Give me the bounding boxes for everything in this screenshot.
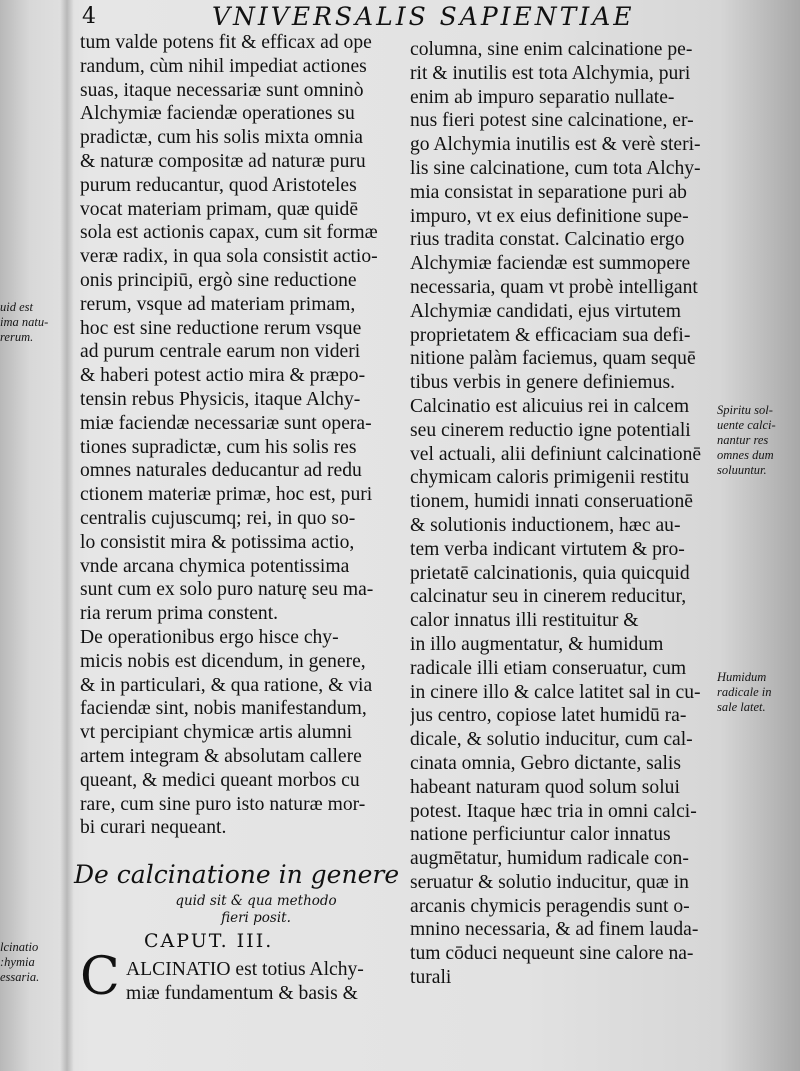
text-line: proprietatem & efficaciam sua defi- — [410, 324, 691, 346]
text-line: faciendæ sint, nobis manifestandum, — [80, 698, 367, 720]
margin-note-line: omnes dum — [717, 448, 774, 462]
text-line: ad purum centrale earum non videri — [80, 341, 361, 363]
text-line: pradictæ, cum his solis mixta omnia — [80, 127, 363, 149]
page-header — [76, 2, 776, 30]
subheading-line: quid sit & qua methodo — [175, 893, 337, 909]
page-gutter — [60, 0, 74, 1071]
running-title: VNIVERSALIS SAPIENTIAE — [212, 2, 635, 31]
text-line: sunt cum ex solo puro naturę seu ma- — [80, 579, 374, 601]
margin-note-line: ima natu- — [0, 315, 49, 329]
text-line: purum reducantur, quod Aristoteles — [80, 174, 357, 196]
text-line: sola est actionis capax, cum sit formæ — [80, 222, 378, 244]
text-line: queant, & medici queant morbos cu — [80, 769, 360, 791]
text-line: arcanis chymicis peragendis sunt o- — [410, 895, 690, 917]
chapter-text-line: ALCINATIO est totius Alchy- — [126, 959, 364, 980]
text-line: vt percipiant chymicæ artis alumni — [80, 722, 353, 744]
margin-note-line: Humidum — [717, 670, 767, 684]
margin-note-right — [717, 403, 776, 478]
text-line: tem verba indicant virtutem & pro- — [410, 538, 685, 560]
text-line: ctionem materiæ primæ, hoc est, puri — [80, 484, 373, 506]
margin-note-line: sale latet. — [717, 700, 766, 714]
text-line: & in particulari, & qua ratione, & via — [80, 674, 373, 696]
text-line: dicale, & solutio inducitur, cum cal- — [410, 729, 693, 751]
chapter-title: CAPUT. III. — [144, 930, 274, 952]
margin-note-line: nantur res — [717, 433, 769, 447]
text-line: seruatur & solutio inducitur, quæ in — [410, 871, 689, 893]
margin-note-line: Spiritu sol- — [717, 403, 773, 417]
text-line: De operationibus ergo hisce chy- — [80, 626, 339, 648]
margin-note-line: uente calci- — [717, 418, 776, 432]
text-line: seu cinerem reductio igne potentiali — [410, 419, 691, 441]
margin-note-line: :hymia — [0, 955, 35, 969]
text-line: nitione palàm faciemus, quam sequē — [410, 348, 696, 370]
text-line: tionem, humidi innati conseruationē — [410, 491, 693, 513]
margin-note-line: essaria. — [0, 970, 40, 984]
text-line: mnino necessaria, & ad finem lauda- — [410, 919, 699, 941]
text-line: in cinere illo & calce latitet sal in cu- — [410, 681, 701, 703]
text-line: in illo augmentatur, & humidum — [410, 633, 664, 655]
text-line: veræ radix, in qua sola consistit actio- — [80, 246, 378, 268]
text-line: lis sine calcinatione, cum tota Alchy- — [410, 157, 701, 179]
margin-note-left — [0, 940, 39, 985]
text-line: lo consistit mira & potissima actio, — [80, 531, 355, 553]
margin-note-line: soluuntur. — [717, 463, 767, 477]
text-line: rius tradita constat. Calcinatio ergo — [410, 229, 685, 251]
text-line: tum valde potens fit & efficax ad ope — [80, 32, 372, 53]
text-line: go Alchymia inutilis est & verè steri- — [410, 134, 701, 156]
text-line: bi curari nequeant. — [80, 817, 227, 839]
text-line: omnes naturales deducantur ad redu — [80, 460, 362, 482]
text-line: micis nobis est dicendum, in genere, — [80, 650, 366, 672]
text-line: cinata omnia, Gebro dictante, salis — [410, 752, 681, 774]
text-line: vocat materiam primam, quæ quidē — [80, 198, 359, 220]
margin-note-line: radicale in — [717, 685, 772, 699]
text-line: & solutionis inductionem, hæc au- — [410, 514, 681, 536]
text-line: Alchymiæ faciendæ operationes su — [80, 103, 355, 125]
text-line: vel actuali, alii definiunt calcinationē — [410, 443, 702, 465]
text-line: Alchymiæ candidati, ejus virtutem — [410, 300, 681, 322]
text-line: columna, sine enim calcinatione pe- — [410, 39, 693, 60]
text-line: artem integram & absolutam callere — [80, 745, 362, 767]
section-subheading — [136, 893, 376, 927]
text-line: calor innatus illi restituitur & — [410, 610, 639, 632]
text-line: impuro, vt ex eius definitione supe- — [410, 205, 689, 227]
text-line: prietatē calcinationis, quia quicquid — [410, 562, 690, 584]
right-column — [410, 38, 720, 990]
text-line: rit & inutilis est tota Alchymia, puri — [410, 62, 691, 84]
text-line: tum cōduci nequeunt sine calore na- — [410, 943, 694, 965]
text-line: tibus verbis in genere definiemus. — [410, 372, 675, 394]
text-line: necessaria, quam vt probè intelligant — [410, 276, 698, 298]
page-number: 4 — [82, 4, 96, 29]
text-line: calcinatur seu in cinerem reducitur, — [410, 586, 687, 608]
text-line: & naturæ compositæ ad naturæ puru — [80, 150, 366, 172]
text-line: ria rerum prima constent. — [80, 603, 279, 625]
text-line: suas, itaque necessariæ sunt omninò — [80, 79, 364, 101]
text-line: potest. Itaque hæc tria in omni calci- — [410, 800, 697, 822]
text-line: miæ faciendæ necessariæ sunt opera- — [80, 412, 372, 434]
text-line: & haberi potest actio mira & præpo- — [80, 365, 366, 387]
margin-note-right — [717, 670, 772, 715]
margin-note-left — [0, 300, 48, 345]
text-line: habeant naturam quod solum solui — [410, 776, 680, 798]
chapter-text-line: miæ fundamentum & basis & — [126, 983, 358, 1004]
left-column — [80, 31, 398, 840]
text-line: vnde arcana chymica potentissima — [80, 555, 350, 577]
text-line: radicale illi etiam conseruatur, cum — [410, 657, 687, 679]
text-line: Calcinatio est alicuius rei in calcem — [410, 395, 690, 417]
text-line: mia consistat in separatione puri ab — [410, 181, 687, 203]
text-line: tiones supradictæ, cum his solis res — [80, 436, 357, 458]
text-line: rerum, vsque ad materiam primam, — [80, 293, 356, 315]
text-line: natione perficiuntur calor innatus — [410, 824, 671, 846]
text-line: enim ab impuro separatio nullate- — [410, 86, 675, 108]
margin-note-line: rerum. — [0, 330, 34, 344]
text-line: rare, cum sine puro isto naturæ mor- — [80, 793, 366, 815]
section-heading: De calcinatione in genere — [74, 860, 400, 889]
text-line: Alchymiæ faciendæ est summopere — [410, 253, 691, 275]
text-line: hoc est sine reductione rerum vsque — [80, 317, 362, 339]
text-line: turali — [410, 967, 452, 989]
text-line: augmētatur, humidum radicale con- — [410, 848, 689, 870]
text-line: centralis cujuscumq; rei, in quo so- — [80, 507, 356, 529]
margin-note-line: uid est — [0, 300, 33, 314]
text-line: nus fieri potest sine calcinatione, er- — [410, 110, 694, 132]
text-line: tensin rebus Physicis, itaque Alchy- — [80, 388, 361, 410]
text-line: chymicam caloris primigenii restitu — [410, 467, 690, 489]
text-line: onis principiū, ergò sine reductione — [80, 269, 357, 291]
margin-note-line: lcinatio — [0, 940, 39, 954]
subheading-line: fieri posit. — [221, 910, 291, 926]
text-line: jus centro, copiose latet humidū ra- — [410, 705, 687, 727]
text-line: randum, cùm nihil impediat actiones — [80, 55, 367, 77]
drop-cap: C — [80, 947, 120, 1007]
